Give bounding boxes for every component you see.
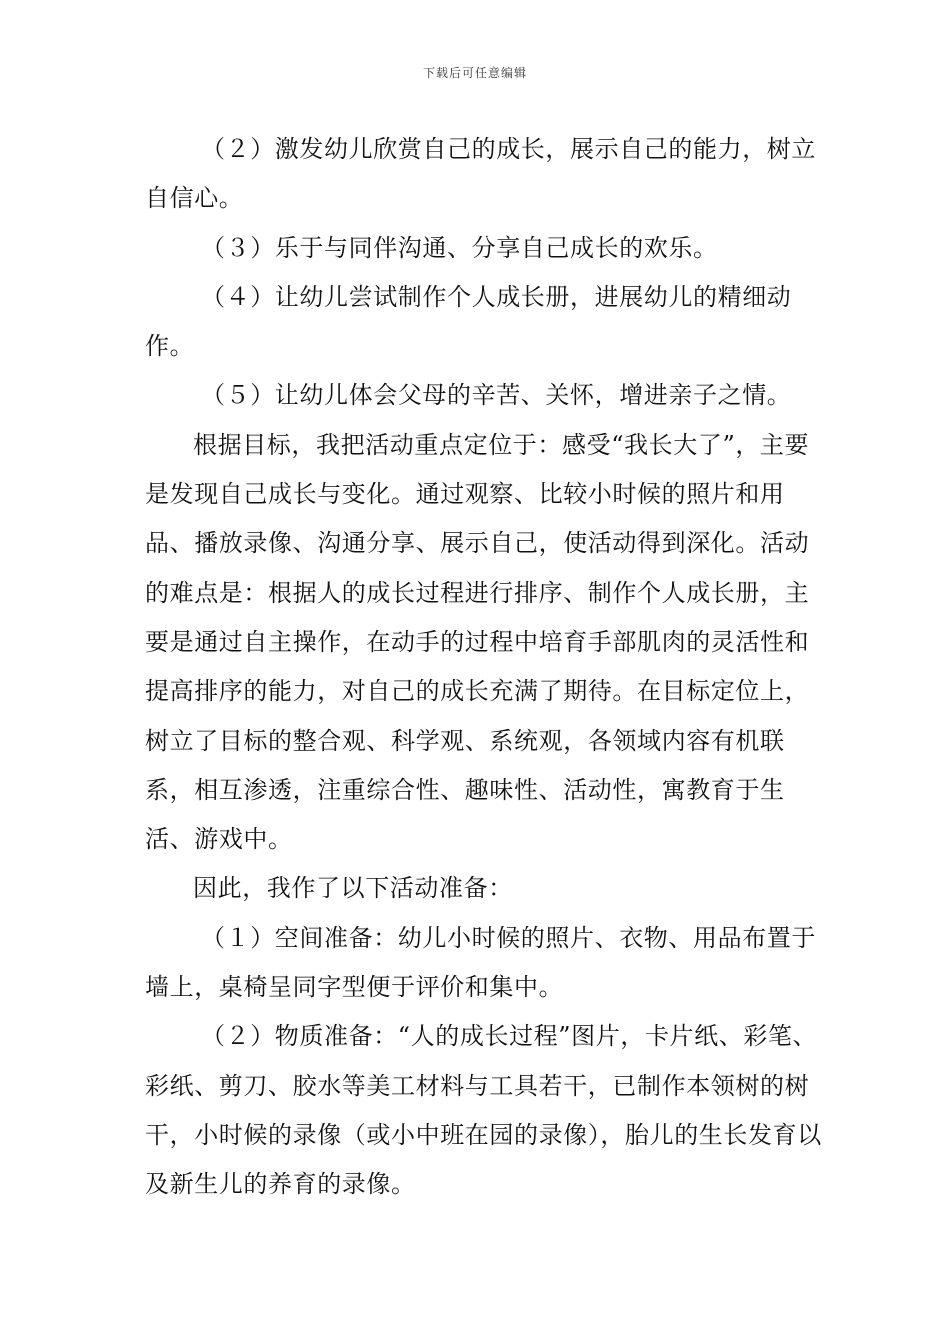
paragraph-goal-5: （５）让幼儿体会父母的辛苦、关怀，增进亲子之情。 <box>201 381 792 410</box>
paragraph-goal-3: （３）乐于与同伴沟通、分享自己成长的欢乐。 <box>201 233 718 262</box>
paragraph-prep-2: （２）物质准备：“人的成长过程”图片，卡片纸、彩笔、彩纸、剪刀、胶水等美工材料与工具若干，已制作本领树的树干，小时候的录像（或小中班在园的录像），胎儿的生长发育以及新生儿的养育的录像。 <box>145 1022 822 1199</box>
page-header: 下载后可任意编辑 <box>422 66 527 80</box>
paragraph-focus: 根据目标，我把活动重点定位于：感受“我长大了”，主要是发现自己成长与变化。通过观察、比较小时候的照片和用品、播放录像、沟通分享、展示自己，使活动得到深化。活动的难点是：根据人的成长过程进行排序、制作个人成长册，主要是通过自主操作，在动手的过程中培育手部肌肉的灵活性和提高排序的能力，对自己的成长充满了期待。在目标定位上，树立了目标的整合观、科学观、系统观，各领域内容有机联系，相互渗透，注重综合性、趣味性、活动性，寓教育于生活、游戏中。 <box>145 430 810 854</box>
paragraph-goal-4: （４）让幼儿尝试制作个人成长册，进展幼儿的精细动作。 <box>145 282 792 361</box>
paragraph-goal-2: （２）激发幼儿欣赏自己的成长，展示自己的能力，树立自信心。 <box>145 135 816 213</box>
paragraph-prep-1: （１）空间准备：幼儿小时候的照片、衣物、用品布置于墙上，桌椅呈同字型便于评价和集中。 <box>145 923 816 1002</box>
document-body <box>145 125 825 1210</box>
paragraph-preparation-intro: 因此，我作了以下活动准备： <box>193 874 513 903</box>
